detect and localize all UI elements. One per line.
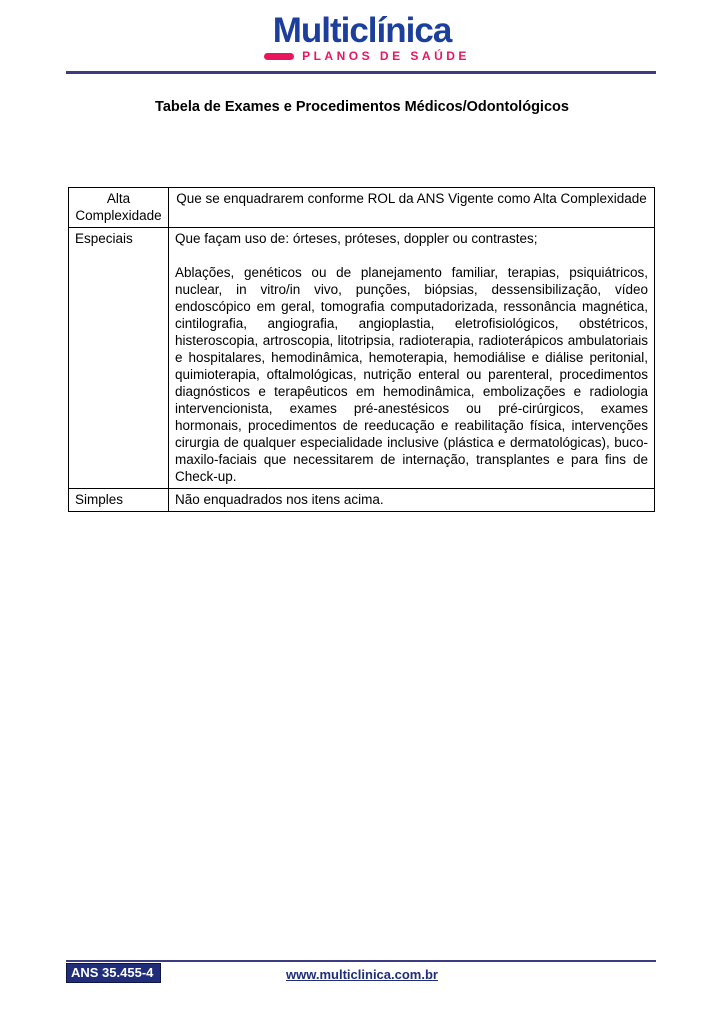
footer-divider xyxy=(66,960,656,962)
ans-registration-badge: ANS 35.455-4 xyxy=(66,963,161,983)
logo-dash-icon xyxy=(264,53,294,60)
table-row-alta-complexidade xyxy=(69,188,655,228)
logo-tagline-row xyxy=(10,49,724,63)
row-content-especiais xyxy=(169,228,655,489)
website-link-container xyxy=(0,966,724,984)
company-logo xyxy=(0,13,724,63)
row-label-alta-complexidade: Alta Complexidade xyxy=(69,188,169,228)
row-content-simples: Não enquadrados nos itens acima. xyxy=(169,489,655,512)
row-content-alta-complexidade: Que se enquadrarem conforme ROL da ANS Vigente como Alta Complexidade xyxy=(169,188,655,228)
table-row-especiais xyxy=(69,228,655,489)
especiais-paragraph-1: Que façam uso de: órteses, próteses, doppler ou contrastes; xyxy=(175,231,538,246)
logo-tagline-text: PLANOS DE SAÚDE xyxy=(302,49,470,63)
page-title: Tabela de Exames e Procedimentos Médicos/Odontológicos xyxy=(155,99,569,115)
row-label-simples: Simples xyxy=(69,489,169,512)
especiais-paragraph-2: Ablações, genéticos ou de planejamento familiar, terapias, psiquiátricos, nuclear, in vitro/in vivo, punções, biópsias, dessensibilização, vídeo endoscópico em geral, tomografia computadorizada, ressonância magnética, cintilografia, angiografia, angioplastia, eletrofisiológicos, obstétricos, histeroscopia, artroscopia, litotripsia, radioterapia, radioterápicos ambulatoriais e hospitalares, hemodinâmica, hemoterapia, hemodiálise e diálise peritonial, quimioterapia, oftalmológicas, nutrição enteral ou parenteral, procedimentos diagnósticos e terapêuticos em hemodinâmica, embolizações e radiologia intervencionista, exames pré-anestésicos ou pré-cirúrgicos, exames hormonais, procedimentos de reeducação e reabilitação física, intervenções cirurgia de qualquer especialidade inclusive (plástica e dermatológicas), buco-maxilo-faciais que necessitarem de internação, transplantes e para fins de Check-up. xyxy=(175,265,648,484)
logo-brand-text: Multiclínica xyxy=(272,11,452,50)
header-divider xyxy=(66,71,656,74)
exams-procedures-table xyxy=(68,187,655,512)
row-label-especiais: Especiais xyxy=(69,228,169,489)
table-row-simples xyxy=(69,489,655,512)
website-link[interactable]: www.multiclinica.com.br xyxy=(286,967,438,982)
